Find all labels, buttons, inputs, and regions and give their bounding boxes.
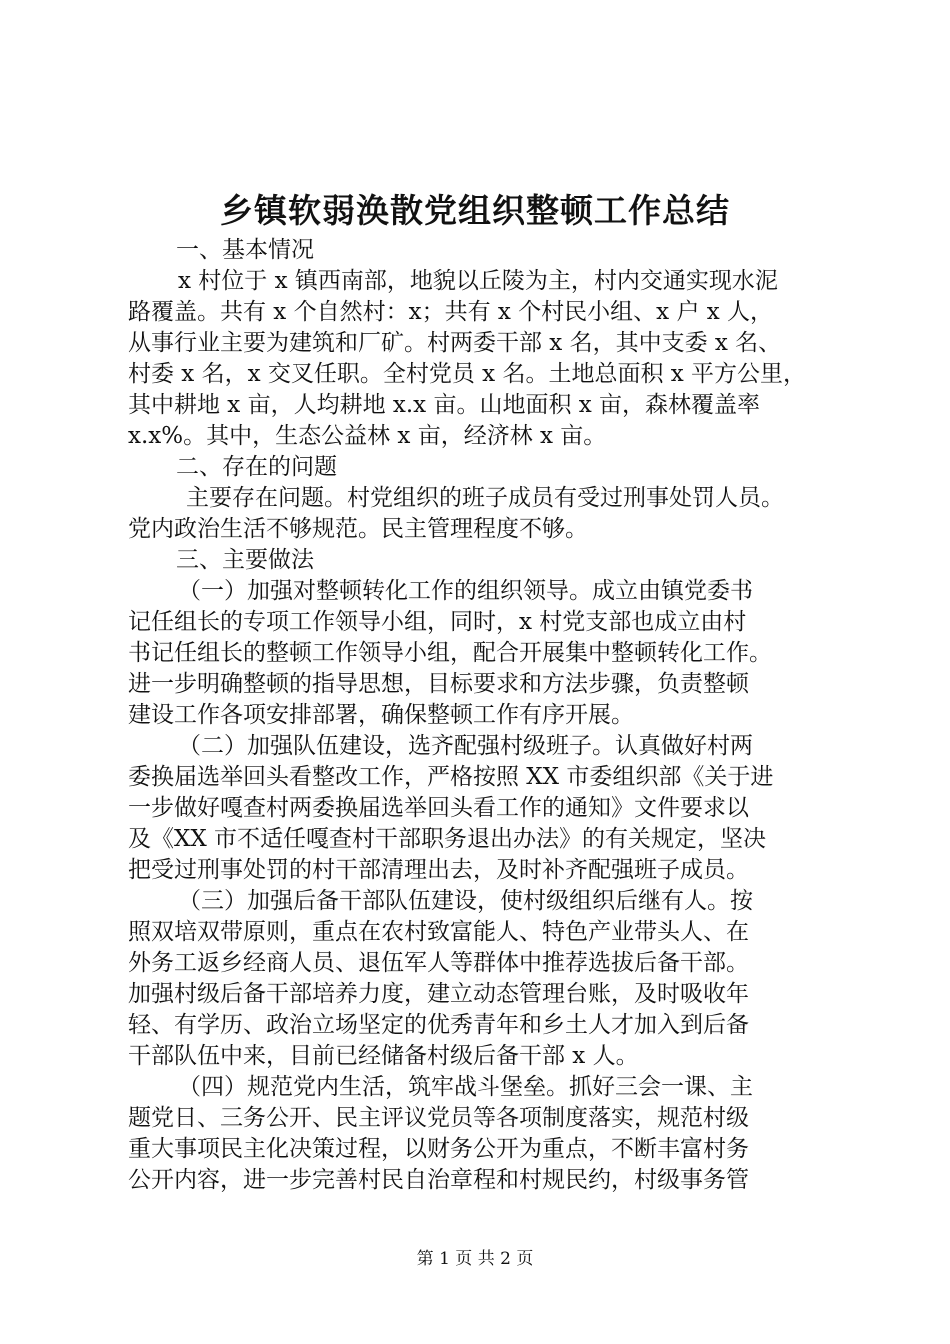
paragraph-line: 进一步明确整顿的指导思想，目标要求和方法步骤，负责整顿 <box>128 671 749 697</box>
paragraph-line: x 村位于 x 镇西南部，地貌以丘陵为主，村内交通实现水泥 <box>178 268 778 294</box>
paragraph-line: 党内政治生活不够规范。民主管理程度不够。 <box>128 516 588 542</box>
paragraph-line: 记任组长的专项工作领导小组，同时，x 村党支部也成立由村 <box>128 609 747 635</box>
section-heading-practices: 三、主要做法 <box>176 547 314 573</box>
paragraph-line: 从事行业主要为建筑和厂矿。村两委干部 x 名，其中支委 x 名、 <box>128 330 782 356</box>
paragraph-line: 干部队伍中来，目前已经储备村级后备干部 x 人。 <box>128 1043 639 1069</box>
paragraph-line: 其中耕地 x 亩，人均耕地 x.x 亩。山地面积 x 亩，森林覆盖率 <box>128 392 761 418</box>
paragraph-line: 及《XX 市不适任嘎查村干部职务退出办法》的有关规定，坚决 <box>128 826 767 852</box>
paragraph-line: 把受过刑事处罚的村干部清理出去，及时补齐配强班子成员。 <box>128 857 749 883</box>
paragraph-line: （一）加强对整顿转化工作的组织领导。成立由镇党委书 <box>178 578 753 604</box>
paragraph-line: 加强村级后备干部培养力度，建立动态管理台账，及时吸收年 <box>128 981 749 1007</box>
paragraph-line: x.x%。其中，生态公益林 x 亩，经济林 x 亩。 <box>128 423 607 449</box>
paragraph-line: 外务工返乡经商人员、退伍军人等群体中推荐选拔后备干部。 <box>128 950 749 976</box>
paragraph-line: 照双培双带原则，重点在农村致富能人、特色产业带头人、在 <box>128 919 749 945</box>
paragraph-line: 委换届选举回头看整改工作，严格按照 XX 市委组织部《关于进 <box>128 764 774 790</box>
section-heading-problems: 二、存在的问题 <box>176 454 337 480</box>
paragraph-line: 题党日、三务公开、民主评议党员等各项制度落实，规范村级 <box>128 1105 749 1131</box>
paragraph-line: 重大事项民主化决策过程，以财务公开为重点，不断丰富村务 <box>128 1136 749 1162</box>
page-number-footer: 第 1 页 共 2 页 <box>416 1249 534 1269</box>
paragraph-line: 书记任组长的整顿工作领导小组，配合开展集中整顿转化工作。 <box>128 640 772 666</box>
section-heading-basic: 一、基本情况 <box>176 237 314 263</box>
paragraph-line: （二）加强队伍建设，选齐配强村级班子。认真做好村两 <box>178 733 753 759</box>
document-title: 乡镇软弱涣散党组织整顿工作总结 <box>220 191 730 230</box>
paragraph-line: 公开内容，进一步完善村民自治章程和村规民约，村级事务管 <box>128 1167 749 1193</box>
paragraph-line: 村委 x 名，x 交叉任职。全村党员 x 名。土地总面积 x 平方公里， <box>128 361 807 387</box>
paragraph-line: 主要存在问题。村党组织的班子成员有受过刑事处罚人员。 <box>186 485 784 511</box>
document-body <box>128 235 830 1196</box>
paragraph-line: 轻、有学历、政治立场坚定的优秀青年和乡土人才加入到后备 <box>128 1012 749 1038</box>
paragraph-line: 建设工作各项安排部署，确保整顿工作有序开展。 <box>128 702 634 728</box>
paragraph-line: 一步做好嘎查村两委换届选举回头看工作的通知》文件要求以 <box>128 795 749 821</box>
paragraph-line: 路覆盖。共有 x 个自然村：x；共有 x 个村民小组、x 户 x 人， <box>128 299 774 325</box>
paragraph-line: （三）加强后备干部队伍建设，使村级组织后继有人。按 <box>178 888 753 914</box>
paragraph-line: （四）规范党内生活，筑牢战斗堡垒。抓好三会一课、主 <box>178 1074 753 1100</box>
